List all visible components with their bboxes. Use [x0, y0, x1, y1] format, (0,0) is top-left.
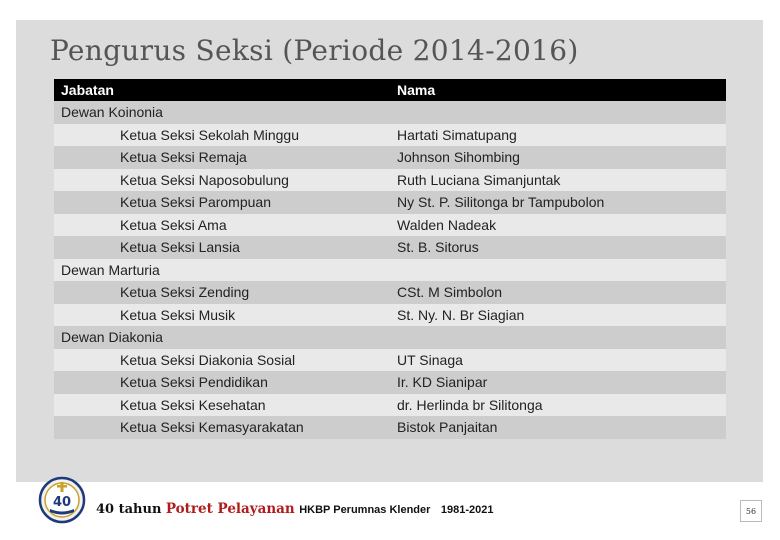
jabatan-cell: Ketua Seksi Remaja [120, 149, 247, 166]
column-header-jabatan: Jabatan [61, 82, 114, 98]
officers-table [54, 79, 726, 439]
column-header-nama: Nama [397, 82, 436, 98]
jabatan-cell: Ketua Seksi Diakonia Sosial [120, 351, 296, 368]
nama-cell: St. B. Sitorus [397, 239, 479, 256]
anniversary-40-logo-icon [38, 476, 86, 524]
footer-church: HKBP Perumnas Klender [299, 504, 431, 516]
table-row [54, 371, 726, 394]
group-label: Dewan Marturia [61, 261, 160, 278]
page-title: Pengurus Seksi (Periode 2014-2016) [50, 34, 579, 67]
table-row [54, 169, 726, 192]
nama-cell: Walden Nadeak [397, 216, 497, 233]
group-row [54, 326, 726, 349]
jabatan-cell: Ketua Seksi Sekolah Minggu [120, 126, 299, 143]
footer-brand: Potret Pelayanan [165, 501, 295, 517]
group-label: Dewan Koinonia [61, 104, 163, 121]
table-row [54, 146, 726, 169]
table-body [54, 101, 726, 439]
nama-cell: Bistok Panjaitan [397, 419, 498, 436]
nama-cell: UT Sinaga [397, 351, 463, 368]
jabatan-cell: Ketua Seksi Lansia [120, 239, 240, 256]
table-row [54, 281, 726, 304]
table-row [54, 191, 726, 214]
svg-text:40: 40 [52, 495, 72, 510]
group-row [54, 259, 726, 282]
jabatan-cell: Ketua Seksi Ama [120, 216, 227, 233]
nama-cell: Hartati Simatupang [397, 126, 517, 143]
nama-cell: dr. Herlinda br Silitonga [397, 396, 543, 413]
footer-year-range: 1981-2021 [440, 504, 494, 516]
table-row [54, 416, 726, 439]
nama-cell: Ruth Luciana Simanjuntak [397, 171, 561, 188]
table-row [54, 124, 726, 147]
nama-cell: St. Ny. N. Br Siagian [397, 306, 525, 323]
jabatan-cell: Ketua Seksi Musik [120, 306, 236, 323]
jabatan-cell: Ketua Seksi Naposobulung [120, 171, 289, 188]
jabatan-cell: Ketua Seksi Zending [120, 284, 250, 301]
jabatan-cell: Ketua Seksi Pendidikan [120, 374, 268, 391]
footer-text [96, 500, 494, 518]
nama-cell: Ny St. P. Silitonga br Tampubolon [397, 194, 605, 211]
jabatan-cell: Ketua Seksi Parompuan [120, 194, 271, 211]
table-row [54, 349, 726, 372]
footer [0, 468, 780, 540]
table-row [54, 236, 726, 259]
footer-years: 40 tahun [96, 502, 162, 517]
table-row [54, 214, 726, 237]
table-header [54, 79, 726, 101]
group-label: Dewan Diakonia [61, 329, 163, 346]
table-row [54, 394, 726, 417]
nama-cell: Johnson Sihombing [397, 149, 520, 166]
table-row [54, 304, 726, 327]
page-number: 56 [740, 500, 762, 522]
group-row [54, 101, 726, 124]
slide [16, 20, 763, 482]
nama-cell: CSt. M Simbolon [397, 284, 503, 301]
jabatan-cell: Ketua Seksi Kesehatan [120, 396, 266, 413]
nama-cell: Ir. KD Sianipar [397, 374, 488, 391]
jabatan-cell: Ketua Seksi Kemasyarakatan [120, 419, 304, 436]
